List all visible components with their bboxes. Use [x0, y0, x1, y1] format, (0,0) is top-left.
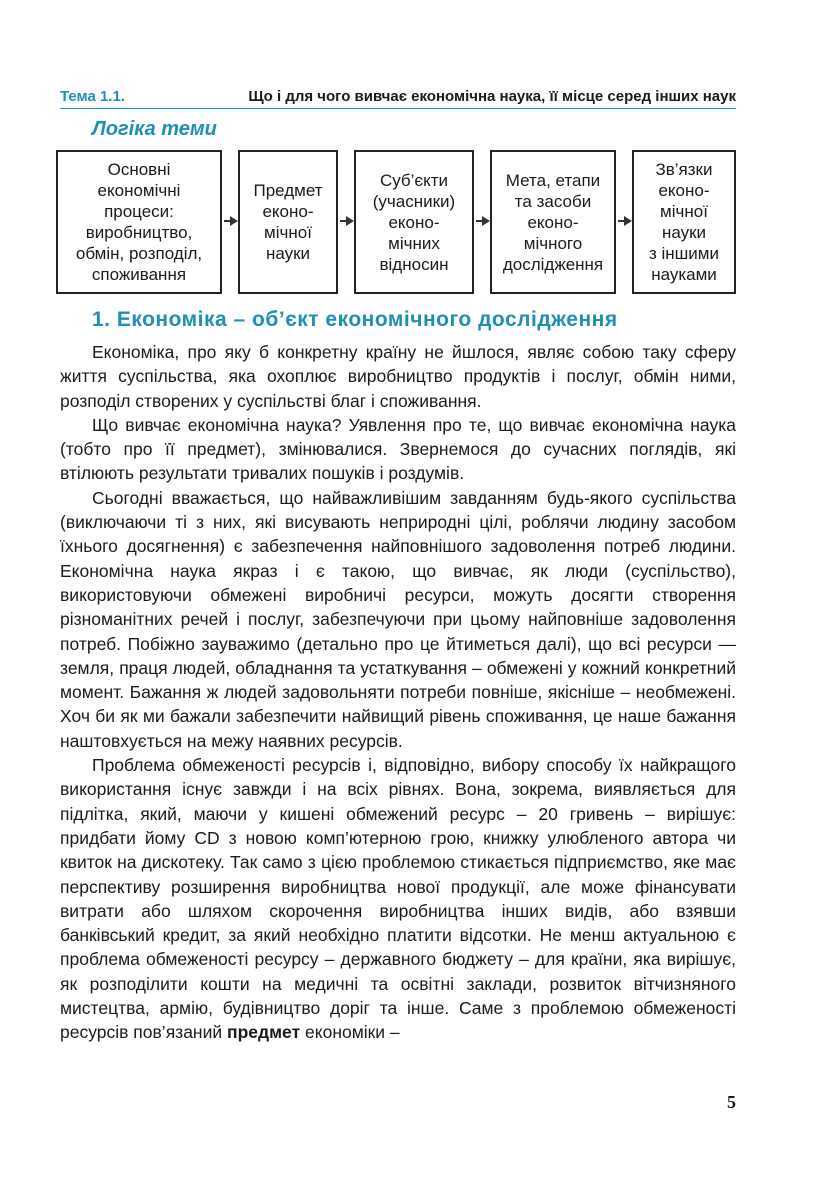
- paragraph: [60, 753, 736, 1045]
- flow-box-2: [238, 150, 338, 294]
- flow-box-1-line: процеси:: [104, 202, 174, 221]
- bold-term: предмет: [227, 1022, 301, 1043]
- page-number: 5: [727, 1092, 736, 1112]
- flow-box-1-line: споживання: [91, 265, 187, 284]
- flow-box-4-line: Мета, етапи: [505, 170, 601, 190]
- flow-box-5-line: Зв’язки: [655, 160, 713, 179]
- section-heading: 1. Економіка – об’єкт економічного дослідження: [92, 308, 618, 331]
- flow-box-1: [56, 150, 222, 294]
- flow-box-5: [632, 150, 736, 294]
- flow-box-2-line: мічної: [264, 223, 312, 242]
- flow-arrow-1: [224, 220, 236, 222]
- flow-box-3: [354, 150, 474, 294]
- paragraph: Сьогодні вважається, що найважливішим завданням будь-якого суспільства (виключаючи ті з них, які висувають неприродні цілі, роблячи людину засобом їхнього досягнення) є забезпечення найповнішого задоволення потреб людини. Економічна наука якраз і є такою, що вивчає, як люди (суспільство), використовуючи обмежені виробничі ресурси, можуть досягти створення різноманітних речей і послуг, забезпечуючи при цьому найповніше задоволення потреб. Побіжно зауважимо (детально про це йтиметься далі), що всі ресурси — земля, праця людей, обладнання та устаткування – обмежені у кожний конкретний момент. Бажання ж людей задовольняти потреби повніше, якісніше – необмежені. Хоч би як ми бажали забезпечити найвищий рівень споживання, це наше бажання наштовхується на межу наявних ресурсів.: [60, 487, 736, 751]
- flow-box-3-line: Суб’єкти: [379, 170, 449, 190]
- flow-arrow-3: [476, 220, 488, 222]
- flow-box-5-line: еконо-: [658, 181, 710, 200]
- flow-box-1-line: обмін, розподіл,: [75, 244, 203, 263]
- flow-box-2-line: еконо-: [262, 202, 314, 221]
- paragraph-text-continued: економіки –: [300, 1022, 400, 1043]
- logic-title: Логіка теми: [92, 118, 217, 140]
- flow-box-1-line: Основні: [107, 160, 171, 179]
- header-rule: [60, 108, 736, 109]
- flow-box-4-line: еконо-: [527, 212, 579, 232]
- flow-arrow-2: [340, 220, 352, 222]
- topic-flow-diagram: [56, 150, 736, 300]
- running-header: [60, 84, 736, 108]
- flow-box-1-line: економічні: [97, 181, 181, 200]
- flow-box-5-line: науки: [661, 223, 707, 242]
- flow-box-3-line: (учасники): [372, 191, 456, 211]
- flow-box-1-line: виробництво,: [85, 223, 193, 242]
- flow-box-2-line: Предмет: [253, 181, 323, 200]
- flow-box-4-line: та засоби: [514, 191, 592, 211]
- flow-box-3-line: мічних: [388, 233, 440, 253]
- body-text: [60, 340, 736, 1045]
- flow-box-4-line: мічного: [523, 233, 583, 253]
- flow-box-3-line: відносин: [379, 254, 449, 274]
- flow-box-3-line: еконо-: [388, 212, 440, 232]
- flow-arrow-4: [618, 220, 630, 222]
- flow-box-4-line: дослідження: [502, 254, 604, 274]
- paragraph-text: Проблема обмеженості ресурсів і, відповідно, вибору способу їх найкращого використання існує завжди і на всіх рівнях. Вона, зокрема, виявляється для підлітка, який, маючи у кишені обмежений ресурс – 20 гривень – вирішує: придбати йому CD з новою комп’ютерною грою, книжку улюбленого автора чи квиток на дискотеку. Так само з цією проблемою стикається підприємство, яке має перспективу розширення виробництва нової продукції, але може фінансувати витрати або шляхом скорочення виробництва інших видів, або взявши банківський кредит, за який необхідно платити відсотки. Не менш актуальною є проблема обмеженості ресурсу – державного бюджету – для країни, яка вирішує, як розподілити кошти на медичні та освітні заклади, розвиток вітчизняного мистецтва, армію, будівництво доріг та інше. Саме з проблемою обмеженості ресурсів пов’язаний: [60, 755, 736, 1043]
- header-title: Що і для чого вивчає економічна наука, її місце серед інших наук: [248, 88, 736, 105]
- header-topic: Тема 1.1.: [60, 88, 125, 105]
- paragraph: Що вивчає економічна наука? Уявлення про те, що вивчає економічна наука (тобто про її предмет), змінювалися. Звернемося до сучасних поглядів, які втілюють результати тривалих пошуків і роздумів.: [60, 414, 736, 484]
- paragraph: Економіка, про яку б конкретну країну не йшлося, являє собою таку сферу життя суспільства, яка охоплює виробництво продуктів і послуг, обмін ними, розподіл створених у суспільстві благ і споживання.: [60, 342, 736, 411]
- flow-box-5-line: мічної: [660, 202, 708, 221]
- flow-box-2-line: науки: [265, 244, 311, 263]
- flow-box-4: [490, 150, 616, 294]
- flow-box-5-line: з іншими: [648, 244, 719, 263]
- flow-box-5-line: науками: [651, 265, 717, 284]
